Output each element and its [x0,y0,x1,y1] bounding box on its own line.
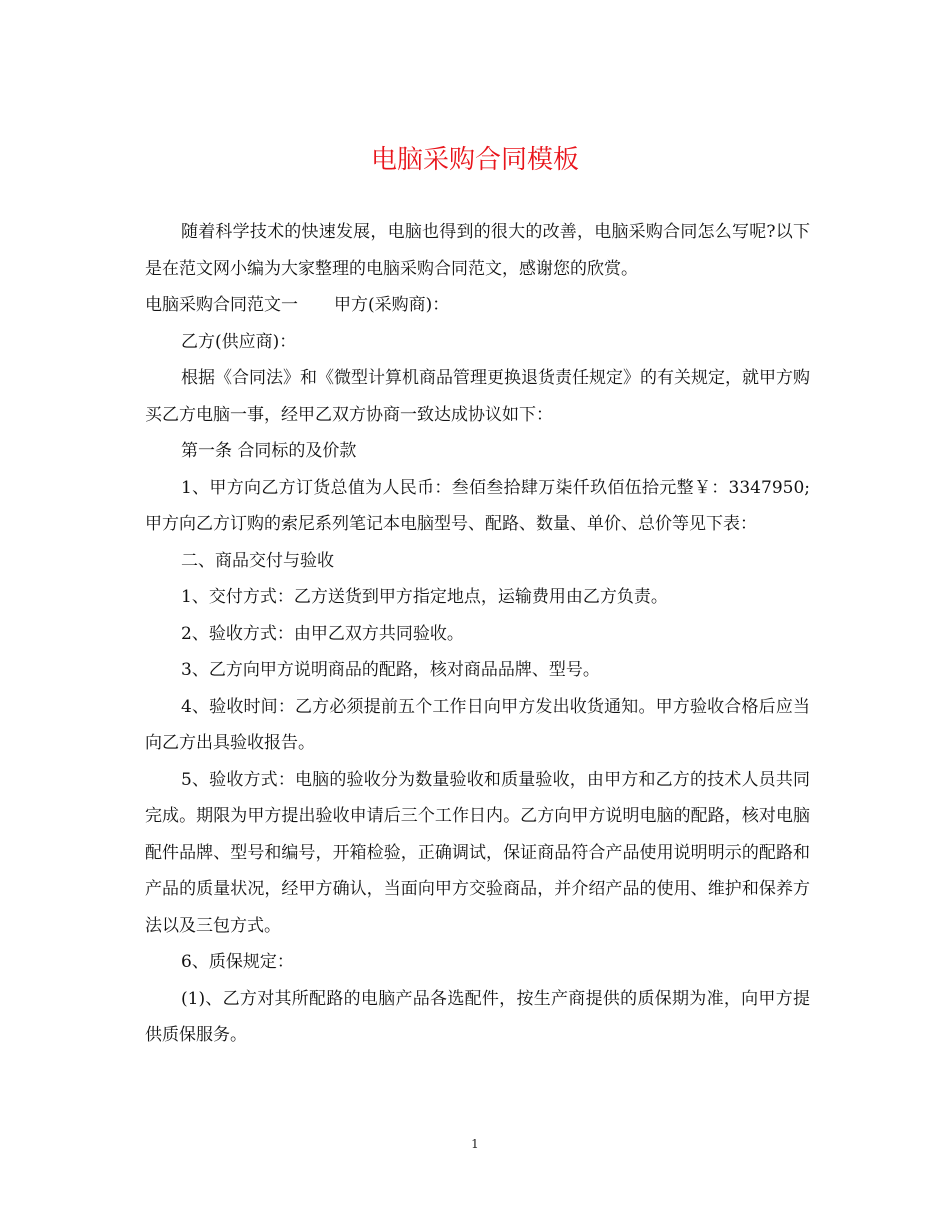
document-title: 电脑采购合同模板 [370,145,579,175]
item-2-6-1: (1)、乙方对其所配路的电脑产品各选配件，按生产商提供的质保期为准，向甲方提供质保服务。 [145,988,810,1045]
document-body [145,214,810,1054]
item-2-5: 5、验收方式：电脑的验收分为数量验收和质量验收，由甲方和乙方的技术人员共同完成。期限为甲方提出验收申请后三个工作日内。乙方向甲方说明电脑的配路，核对电脑配件品牌、型号和编号，开箱检验，正确调试，保证商品符合产品使用说明明示的配路和产品的质量状况，经甲方确认，当面向甲方交验商品，并介绍产品的使用、维护和保养方法以及三包方式。 [145,769,810,936]
sample-heading-line [145,287,810,324]
party-b-label: 乙方(供应商)： [181,331,297,352]
article-2-heading: 二、商品交付与验收 [181,550,334,571]
sample-heading: 电脑采购合同范文一 [145,295,298,315]
item-2-1: 1、交付方式：乙方送货到甲方指定地点，运输费用由乙方负责。 [181,587,668,607]
item-2-6: 6、质保规定： [181,952,294,972]
page-number: 1 [471,1137,479,1151]
item-1-1: 1、甲方向乙方订货总值为人民币：叁佰叁拾肆万柒仟玖佰伍拾元整￥：3347950;甲方向乙方订购的索尼系列笔记本电脑型号、配路、数量、单价、总价等见下表： [145,477,810,534]
intro-paragraph: 随着科学技术的快速发展，电脑也得到的很大的改善，电脑采购合同怎么写呢?以下是在范文网小编为大家整理的电脑采购合同范文，感谢您的欣赏。 [145,222,810,279]
party-a-label: 甲方(采购商)： [334,295,450,315]
article-1-heading: 第一条 合同标的及价款 [181,441,357,461]
item-2-3: 3、乙方向甲方说明商品的配路，核对商品品牌、型号。 [181,660,600,680]
basis-paragraph: 根据《合同法》和《微型计算机商品管理更换退货责任规定》的有关规定，就甲方购买乙方电脑一事，经甲乙双方协商一致达成协议如下： [145,368,810,425]
item-2-2: 2、验收方式：由甲乙双方共同验收。 [181,623,464,644]
item-2-4: 4、验收时间：乙方必须提前五个工作日向甲方发出收货通知。甲方验收合格后应当向乙方出具验收报告。 [145,696,810,753]
